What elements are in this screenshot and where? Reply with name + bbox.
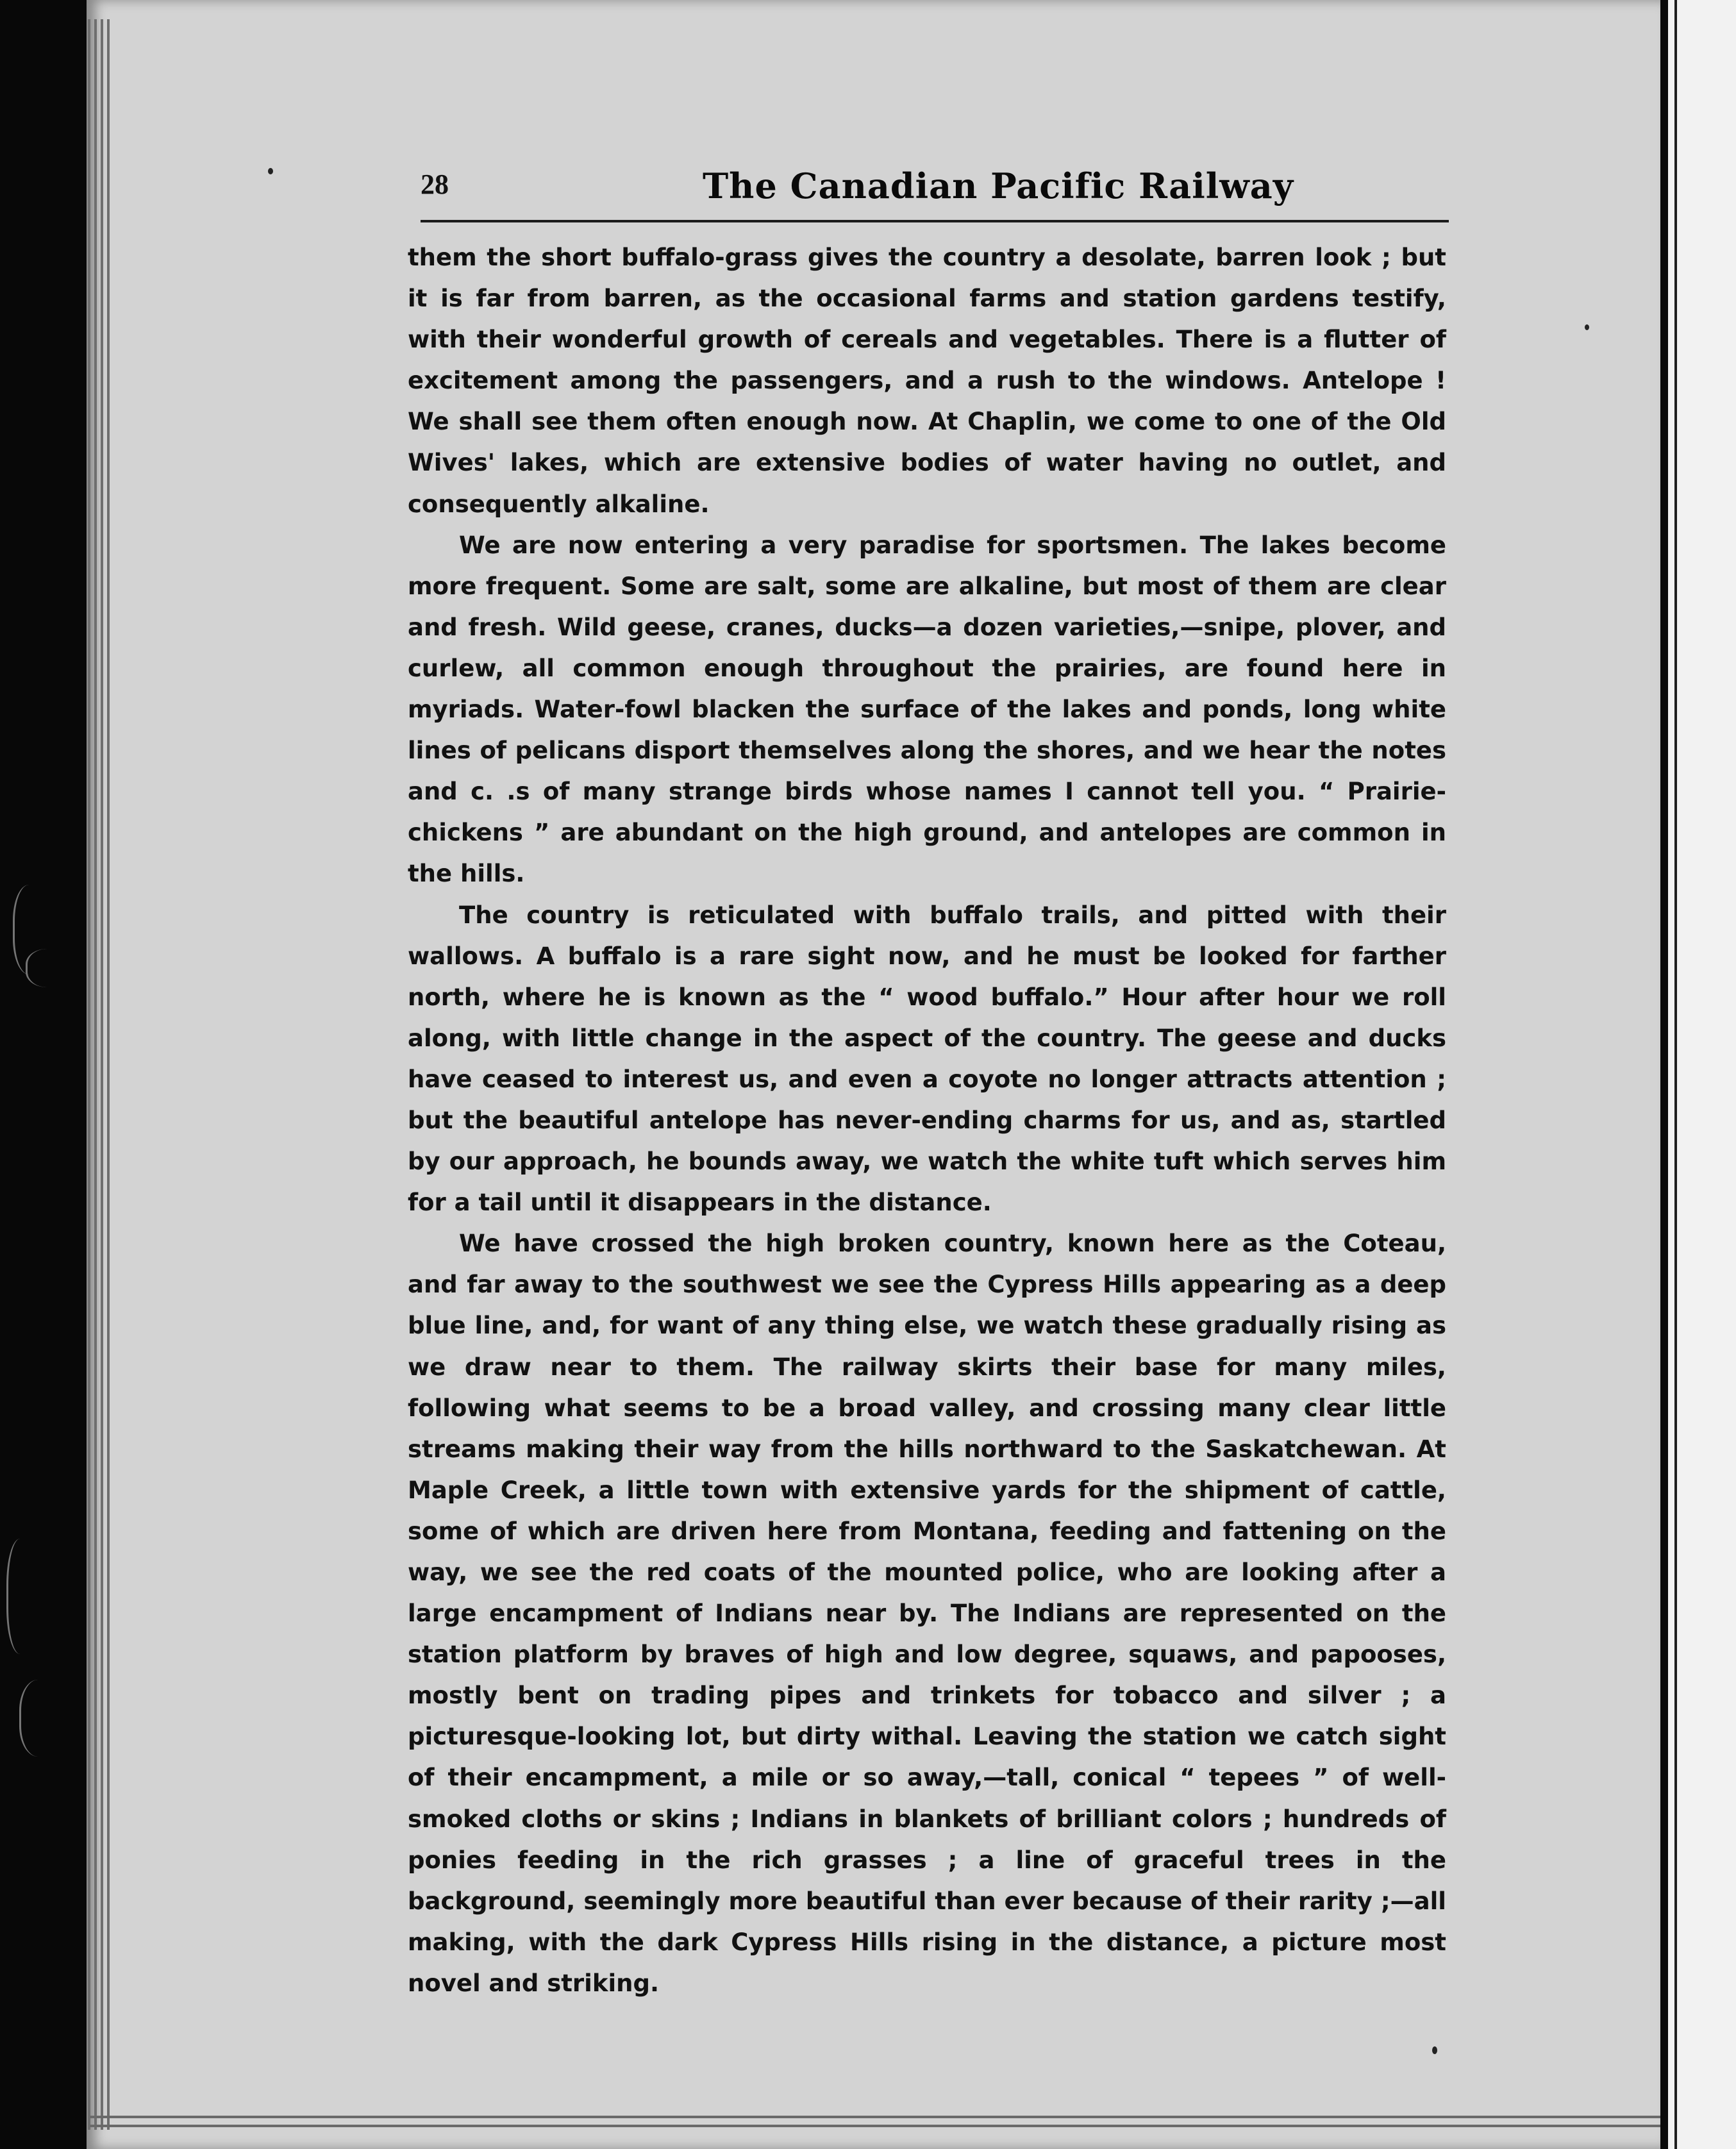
- scan-speck: [268, 168, 273, 174]
- scan-speck: [1585, 324, 1589, 330]
- scan-border: [1674, 0, 1677, 2149]
- page-edge-bottom: [90, 2125, 1723, 2127]
- page-edge-bottom: [90, 2116, 1723, 2118]
- paragraph: We have crossed the high broken country, known here as the Coteau, and far away to the southwest we see the Cypress Hills appearing as a deep blue line, and, for want of any thing else, we watch these gradually rising as we draw near to them. The railway skirts their base for many miles, following what seems to be a broad valley, and crossing many clear little streams making their way from the hills northward to the Saskatchewan. At Maple Creek, a little town with extensive yards for the shipment of cattle, some of which are driven here from Montana, feeding and fattening on the way, we see the red coats of the mounted police, who are looking after a large encampment of Indians near by. The Indians are represented on the station platform by braves of high and low degree, squaws, and papooses, mostly bent on trading pipes and trinkets for tobacco and silver ; a picturesque-looking lot, but dirty withal. Leaving the station we catch sight of their encampment, a mile or so away,—tall, conical “ tepees ” of well-smoked cloths or skins ; Indians in blankets of brilliant colors ; hundreds of ponies feeding in the rich grasses ; a line of graceful trees in the background, seemingly more beautiful than ever because of their rarity ;—all making, with the dark Cypress Hills rising in the distance, a picture most novel and striking.: [408, 1230, 1446, 1997]
- running-header: [421, 165, 1449, 210]
- paper-fibre: [26, 949, 79, 987]
- page-number: 28: [421, 169, 449, 200]
- scan-speck: [1432, 2046, 1437, 2054]
- page-edge-line: [101, 19, 103, 2130]
- page-edge-line: [107, 19, 110, 2130]
- paper-fibre: [19, 1680, 66, 1757]
- paragraph: them the short buffalo-grass gives the country a desolate, barren look ; but it is far from barren, as the occasional farms and station gardens testify, with their wonderful growth of cereals and vegetables. There is a flutter of excitement among the passengers, and a rush to the windows. Antelope ! We shall see them often enough now. At Chaplin, we come to one of the Old Wives' lakes, which are extensive bodies of water having no outlet, and consequently alkaline.: [408, 244, 1446, 518]
- book-title: The Canadian Pacific Railway: [703, 165, 1294, 206]
- paragraph: The country is reticulated with buffalo trails, and pitted with their wallows. A buffalo is a rare sight now, and he must be looked for farther north, where he is known as the “ wood buffalo.” Hour after hour we roll along, with little change in the aspect of the country. The geese and ducks have ceased to interest us, and even a coyote no longer attracts attention ; but the beautiful antelope has never-ending charms for us, and as, startled by our approach, he bounds away, we watch the white tuft which serves him for a tail until it disappears in the distance.: [408, 901, 1446, 1217]
- scan-backdrop-left: [0, 0, 87, 2149]
- page-edge-line: [94, 19, 97, 2130]
- page-edge-line: [88, 19, 90, 2130]
- scan-border: [1660, 0, 1668, 2149]
- body-text: [408, 237, 1446, 2004]
- paper-fibre: [6, 1539, 40, 1654]
- paragraph: We are now entering a very paradise for sportsmen. The lakes become more frequent. Some are salt, some are alkaline, but most of them are clear and fresh. Wild geese, cranes, ducks—a dozen varieties,—snipe, plover, and curlew, all common enough throughout the prairies, are found here in myriads. Water-fowl blacken the surface of the lakes and ponds, long white lines of pelicans disport themselves along the shores, and we hear the notes and c. .s of many strange birds whose names I cannot tell you. “ Prairie-chickens ” are abundant on the high ground, and antelopes are common in the hills.: [408, 531, 1446, 888]
- scan-backdrop-right: [1660, 0, 1736, 2149]
- header-rule: [421, 220, 1449, 222]
